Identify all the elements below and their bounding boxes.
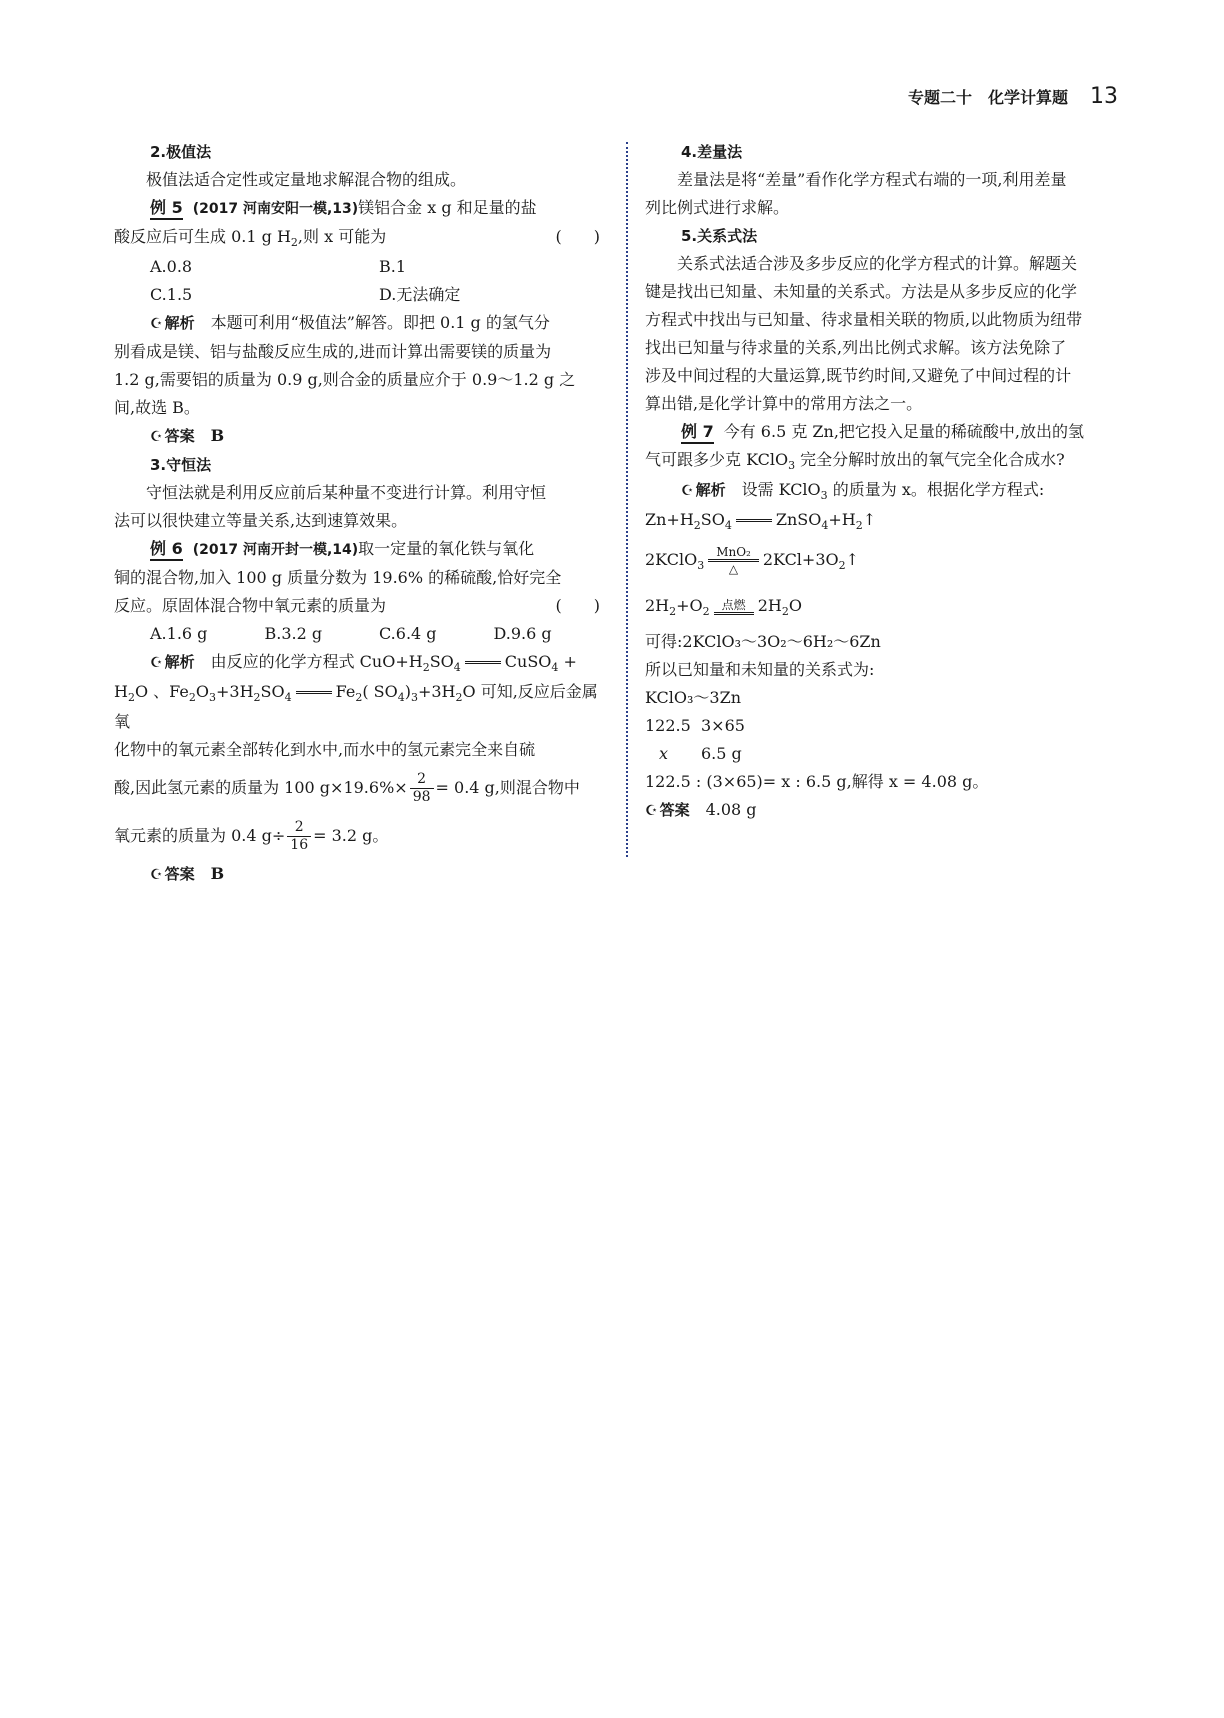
relation: KClO₃～3Zn bbox=[645, 688, 742, 707]
option-d: D.无法确定 bbox=[379, 285, 461, 304]
paragraph: 算出错,是化学计算中的常用方法之一。 bbox=[645, 394, 923, 413]
paragraph: 列比例式进行求解。 bbox=[645, 198, 790, 217]
answer-blank: ( ) bbox=[555, 596, 600, 615]
equation-equals bbox=[736, 519, 772, 522]
example-5-analysis: ☪ 解析 本题可利用“极值法”解答。即把 0.1 g 的氢气分 bbox=[150, 313, 550, 332]
section-heading-conservation: 3.守恒法 bbox=[150, 456, 212, 474]
option-b: B.3.2 g bbox=[264, 624, 323, 643]
result: 122.5 : (3×65)= x : 6.5 g,解得 x = 4.08 g。 bbox=[645, 772, 989, 791]
option-c: C.6.4 g bbox=[379, 624, 437, 643]
ratio-row-1: 122.5 3×65 bbox=[645, 716, 745, 735]
analysis-icon: ☪ bbox=[150, 316, 163, 332]
paragraph: 化物中的氧元素全部转化到水中,而水中的氢元素完全来自硫 bbox=[114, 740, 536, 759]
example-5-question-line2: 酸反应后可生成 0.1 g $H_2$,则 x 可能为 ( ) bbox=[114, 223, 608, 253]
page-header bbox=[908, 84, 1118, 109]
option-d: D.9.6 g bbox=[493, 624, 552, 643]
paragraph: 涉及中间过程的大量运算,既节约时间,又避免了中间过程的计 bbox=[645, 366, 1072, 385]
example-label: 例 5 bbox=[150, 198, 183, 220]
paragraph: 找出已知量与待求量的关系,列出比例式求解。该方法免除了 bbox=[645, 338, 1067, 357]
paragraph: 守恒法就是利用反应前后某种量不变进行计算。利用守恒 bbox=[146, 483, 547, 502]
section-heading-relation: 5.关系式法 bbox=[681, 227, 758, 245]
example-5-options-2 bbox=[114, 281, 608, 309]
equation-1: $Zn+H_2SO_4$ $ZnSO_4+H_2↑$ bbox=[645, 510, 877, 532]
reaction-condition: 点燃 bbox=[714, 598, 754, 615]
paragraph: 方程式中找出与已知量、待求量相关联的物质,以此物质为纽带 bbox=[645, 310, 1083, 329]
example-7-answer: ☪ 答案 4.08 g bbox=[645, 800, 757, 819]
paragraph: 1.2 g,需要铝的质量为 0.9 g,则合金的质量应介于 0.9～1.2 g 之 bbox=[114, 370, 576, 389]
example-6-answer: ☪ 答案 B bbox=[150, 864, 225, 883]
fraction: $\frac{2}{98}$ bbox=[410, 771, 434, 806]
paragraph: 键是找出已知量、未知量的关系式。方法是从多步反应的化学 bbox=[645, 282, 1078, 301]
answer-icon: ☪ bbox=[150, 867, 163, 883]
paragraph: 关系式法适合涉及多步反应的化学方程式的计算。解题关 bbox=[677, 254, 1078, 273]
option-c: C.1.5 bbox=[150, 285, 193, 304]
column-divider bbox=[626, 142, 628, 857]
example-6-analysis-line4: 酸,因此氢元素的质量为 100 g×19.6%× $\frac{2}{98}$ = 0.4 g,则混合物中 bbox=[114, 771, 580, 805]
relation-chain: 可得:2KClO₃～3O₂～6H₂～6Zn bbox=[645, 632, 881, 651]
equation-equals bbox=[296, 691, 332, 694]
left-column bbox=[114, 138, 608, 889]
paragraph: 别看成是镁、铝与盐酸反应生成的,进而计算出需要镁的质量为 bbox=[114, 342, 552, 361]
paragraph: 差量法是将“差量”看作化学方程式右端的一项,利用差量 bbox=[677, 170, 1067, 189]
paragraph: 间,故选 B。 bbox=[114, 398, 200, 417]
paragraph: 法可以很快建立等量关系,达到速算效果。 bbox=[114, 511, 408, 530]
option-a: A.1.6 g bbox=[150, 624, 208, 643]
equation-2: 2KClO$_3$ MnO₂ △ $2KCl+3O_2↑$ bbox=[645, 545, 860, 576]
example-5-question: 例 5 (2017 河南安阳一模,13)镁铝合金 x g 和足量的盐 bbox=[114, 194, 608, 223]
chapter-title: 专题二十 化学计算题 bbox=[907, 88, 1068, 107]
option-b: B.1 bbox=[379, 257, 407, 276]
section-heading-difference: 4.差量法 bbox=[681, 143, 743, 161]
ratio-row-2: x 6.5 g bbox=[659, 744, 742, 763]
example-7-analysis: ☪ 解析 设需 KClO$_3$ 的质量为 x。根据化学方程式: bbox=[681, 480, 1045, 502]
answer-blank: ( ) bbox=[555, 227, 600, 246]
example-6-question-line3: 反应。原固体混合物中氧元素的质量为 ( ) bbox=[114, 592, 608, 620]
example-source: (2017 河南安阳一模,13) bbox=[192, 201, 359, 217]
reaction-condition: MnO₂ △ bbox=[708, 545, 759, 576]
equation-equals bbox=[465, 661, 501, 664]
analysis-icon: ☪ bbox=[681, 483, 694, 499]
right-column bbox=[645, 138, 1139, 825]
paragraph: 极值法适合定性或定量地求解混合物的组成。 bbox=[146, 170, 467, 189]
option-a: A.0.8 bbox=[150, 257, 193, 276]
equation-3: $2H_2+O_2$ 点燃 $2H_2O$ bbox=[645, 596, 802, 618]
example-6-analysis-line5: 氧元素的质量为 0.4 g÷ $\frac{2}{16}$ = 3.2 g。 bbox=[114, 819, 389, 853]
example-label: 例 6 bbox=[150, 539, 183, 561]
analysis-icon: ☪ bbox=[150, 655, 163, 671]
example-6-options bbox=[114, 620, 608, 648]
example-5-options bbox=[114, 253, 608, 281]
paragraph: 所以已知量和未知量的关系式为: bbox=[645, 660, 875, 679]
example-source: (2017 河南开封一模,14) bbox=[192, 542, 359, 558]
example-6-analysis-line2: $H_2O$ 、$Fe_2O_3+3H_2SO_4$ $Fe_2$( $SO_4)_3+3H_2O$ 可知,反应后金属氧 bbox=[114, 682, 598, 731]
paragraph: 铜的混合物,加入 100 g 质量分数为 19.6% 的稀硫酸,恰好完全 bbox=[114, 568, 562, 587]
example-7-question-line2: 气可跟多少克 KClO$_3$ 完全分解时放出的氧气完全化合成水? bbox=[645, 450, 1065, 472]
example-7-question: 例 7 今有 6.5 克 Zn,把它投入足量的稀硫酸中,放出的氢 bbox=[645, 418, 1139, 446]
page-number: 13 bbox=[1090, 84, 1118, 109]
fraction: $\frac{2}{16}$ bbox=[287, 819, 311, 854]
example-label: 例 7 bbox=[681, 422, 714, 444]
answer-icon: ☪ bbox=[645, 803, 658, 819]
example-5-answer: ☪ 答案 B bbox=[150, 426, 225, 445]
section-heading-extreme: 2.极值法 bbox=[150, 143, 212, 161]
example-6-analysis: ☪ 解析 由反应的化学方程式 $CuO+H_2SO_4$ CuSO$_4$ + bbox=[150, 652, 577, 674]
example-6-question: 例 6 (2017 河南开封一模,14)取一定量的氧化铁与氧化 bbox=[114, 535, 608, 564]
answer-icon: ☪ bbox=[150, 429, 163, 445]
